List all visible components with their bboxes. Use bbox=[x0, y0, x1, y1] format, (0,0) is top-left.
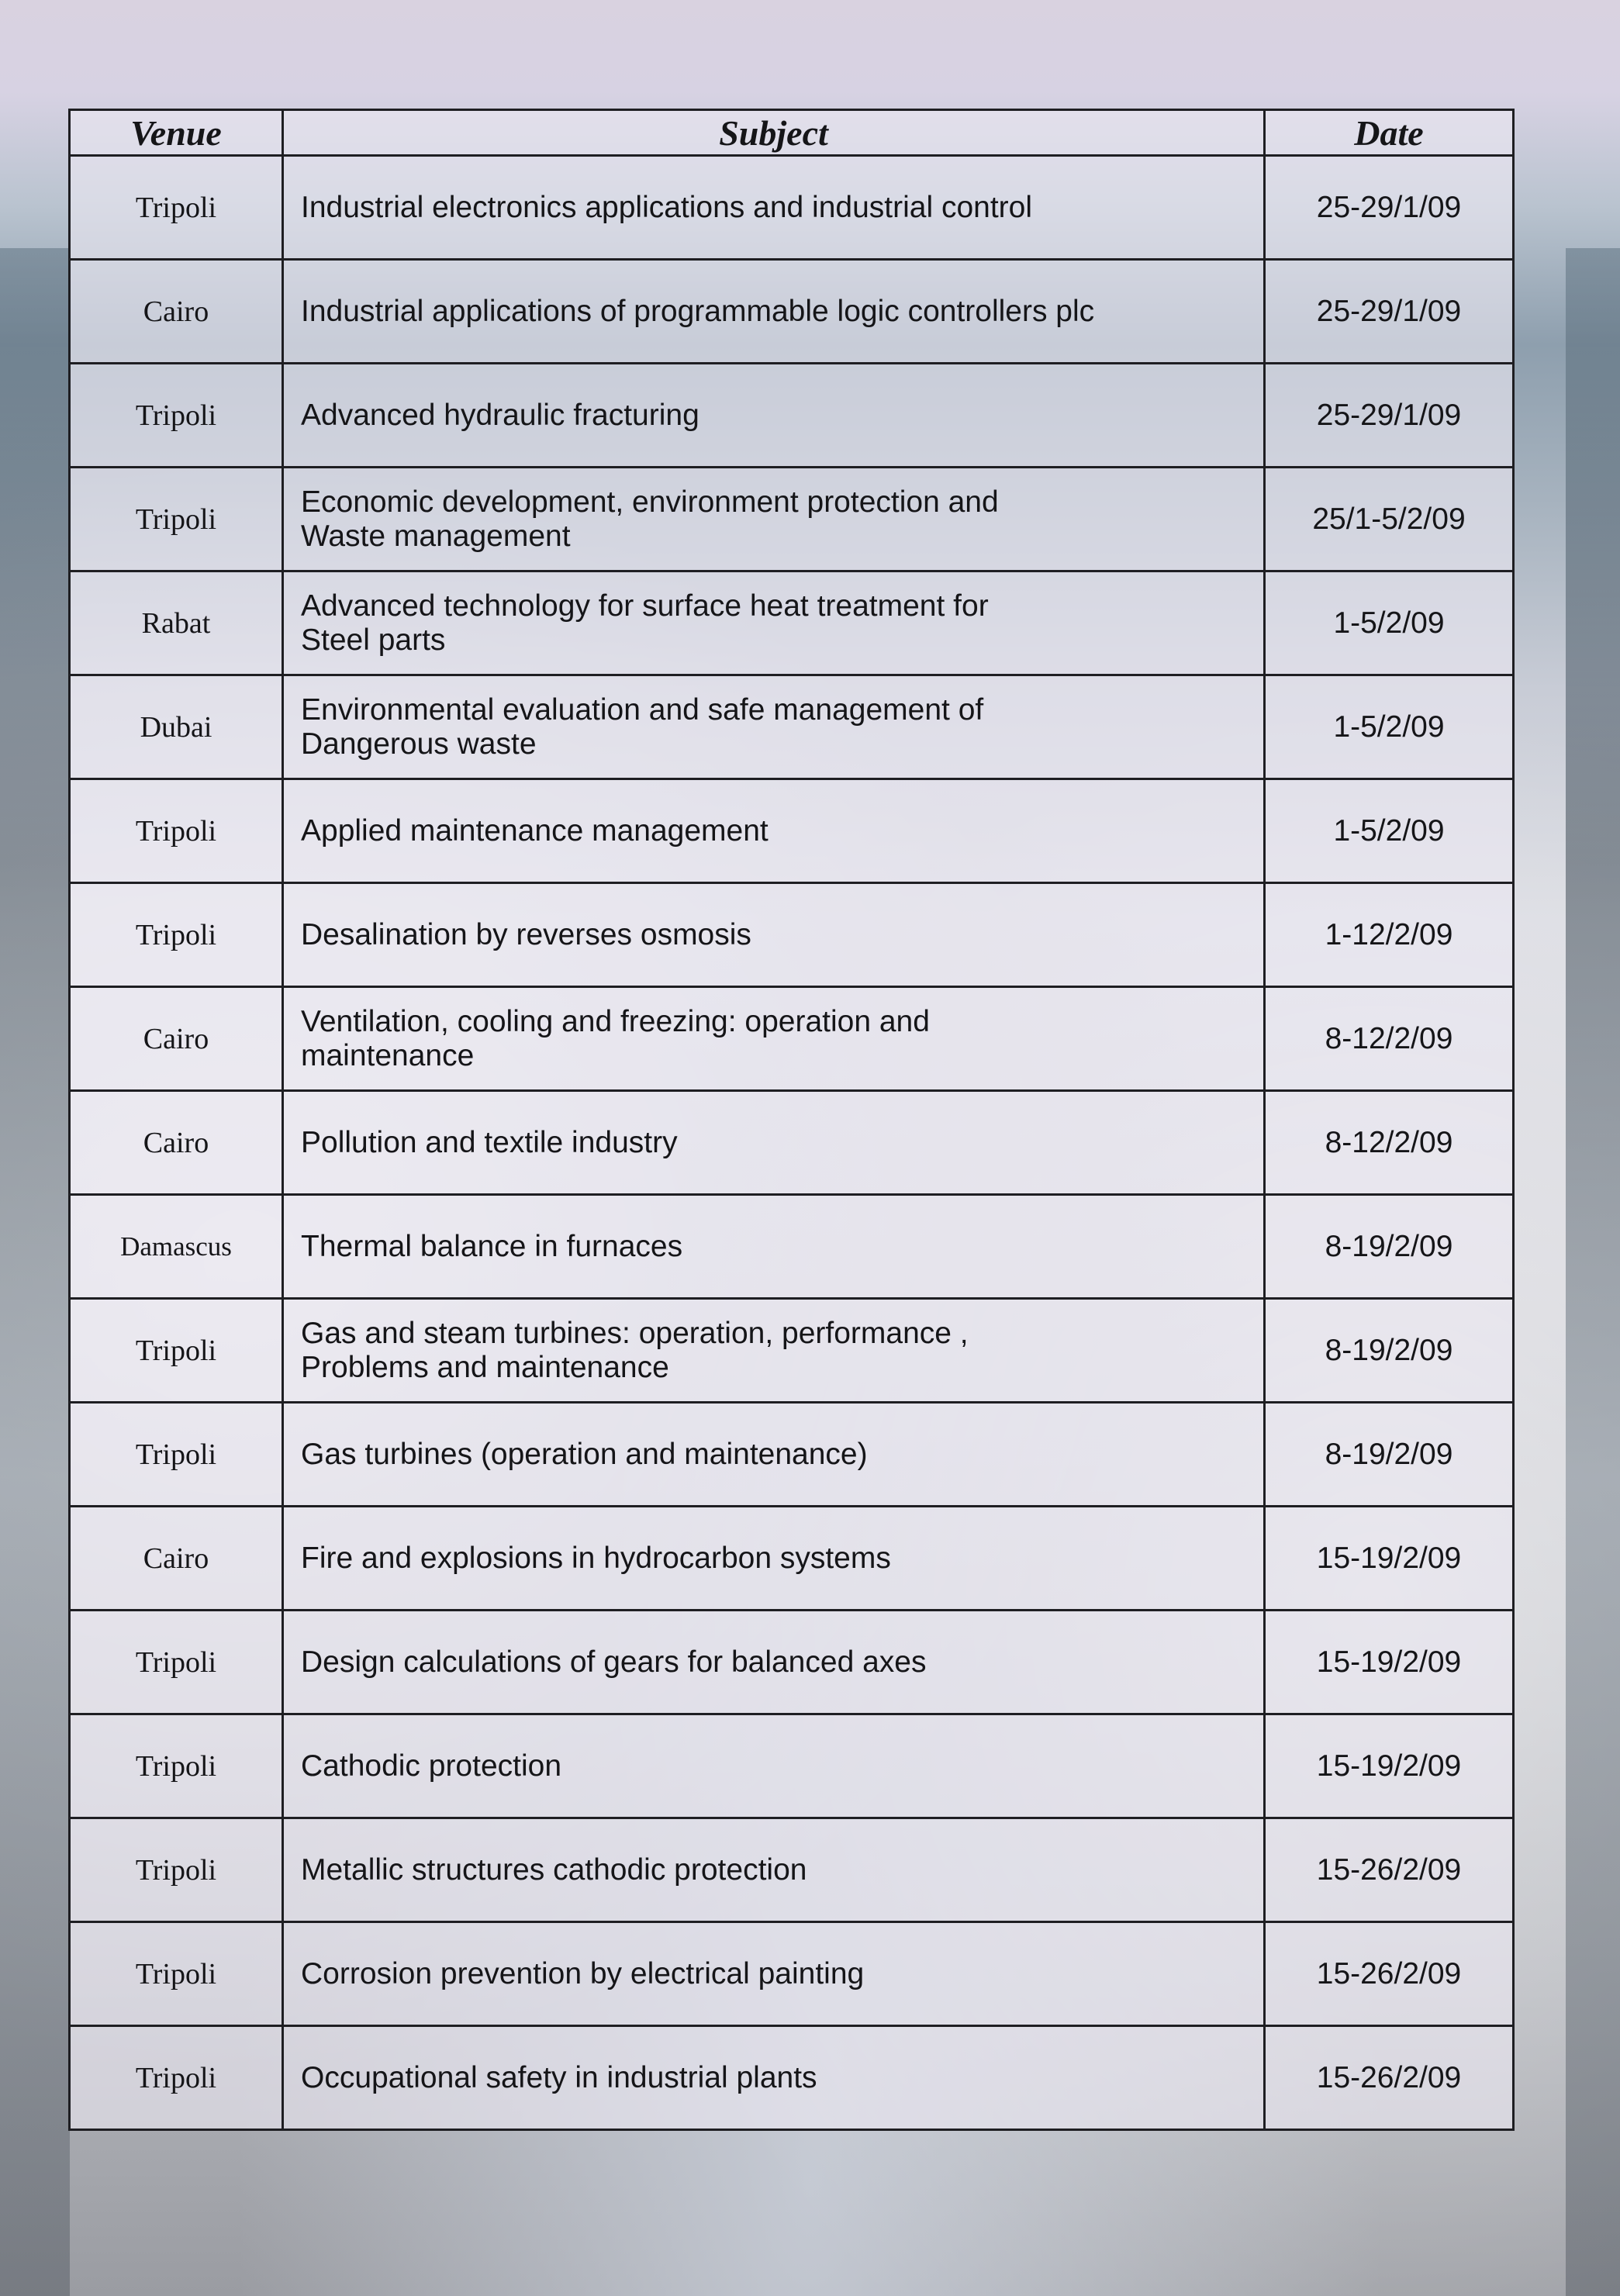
subject-cell bbox=[283, 675, 1265, 779]
subject-cell bbox=[283, 1818, 1265, 1922]
venue-cell: Dubai bbox=[70, 675, 283, 779]
subject-line: Fire and explosions in hydrocarbon systems bbox=[301, 1541, 891, 1575]
venue-cell: Tripoli bbox=[70, 1299, 283, 1403]
date-cell: 1-5/2/09 bbox=[1265, 779, 1514, 883]
subject-cell bbox=[283, 1091, 1265, 1195]
subject-line: Gas and steam turbines: operation, performance , bbox=[301, 1316, 969, 1350]
subject-cell bbox=[283, 1507, 1265, 1611]
venue-cell: Cairo bbox=[70, 987, 283, 1091]
subject-header: Subject bbox=[283, 110, 1265, 156]
table-row bbox=[70, 1195, 1514, 1299]
date-cell: 15-19/2/09 bbox=[1265, 1714, 1514, 1818]
subject-cell bbox=[283, 571, 1265, 675]
subject-line: Ventilation, cooling and freezing: operation and bbox=[301, 1004, 930, 1038]
date-cell: 8-12/2/09 bbox=[1265, 1091, 1514, 1195]
subject-line: maintenance bbox=[301, 1038, 475, 1072]
subject-line: Advanced hydraulic fracturing bbox=[301, 398, 699, 432]
subject-line: Problems and maintenance bbox=[301, 1350, 669, 1384]
table-row bbox=[70, 1299, 1514, 1403]
table-row bbox=[70, 1818, 1514, 1922]
venue-cell: Tripoli bbox=[70, 1714, 283, 1818]
background-forest-left bbox=[0, 248, 70, 2296]
course-schedule-table bbox=[68, 109, 1515, 2131]
table-row bbox=[70, 1611, 1514, 1714]
subject-cell bbox=[283, 2026, 1265, 2130]
subject-line: Design calculations of gears for balanced axes bbox=[301, 1645, 927, 1679]
table-row bbox=[70, 1403, 1514, 1507]
date-cell: 1-12/2/09 bbox=[1265, 883, 1514, 987]
date-cell: 8-19/2/09 bbox=[1265, 1299, 1514, 1403]
subject-cell bbox=[283, 364, 1265, 468]
date-cell: 1-5/2/09 bbox=[1265, 675, 1514, 779]
subject-cell bbox=[283, 987, 1265, 1091]
date-cell: 15-19/2/09 bbox=[1265, 1507, 1514, 1611]
date-cell: 8-19/2/09 bbox=[1265, 1403, 1514, 1507]
venue-cell: Tripoli bbox=[70, 156, 283, 260]
subject-line: Dangerous waste bbox=[301, 727, 537, 761]
date-cell: 15-19/2/09 bbox=[1265, 1611, 1514, 1714]
subject-line: Gas turbines (operation and maintenance) bbox=[301, 1437, 868, 1471]
subject-line: Advanced technology for surface heat treatment for bbox=[301, 589, 989, 623]
venue-header: Venue bbox=[70, 110, 283, 156]
table-row bbox=[70, 571, 1514, 675]
date-cell: 8-19/2/09 bbox=[1265, 1195, 1514, 1299]
table-row bbox=[70, 364, 1514, 468]
subject-cell bbox=[283, 1922, 1265, 2026]
table-row bbox=[70, 987, 1514, 1091]
venue-cell: Tripoli bbox=[70, 883, 283, 987]
venue-cell: Cairo bbox=[70, 1091, 283, 1195]
subject-line: Desalination by reverses osmosis bbox=[301, 917, 751, 951]
venue-cell: Cairo bbox=[70, 1507, 283, 1611]
venue-cell: Cairo bbox=[70, 260, 283, 364]
header-row bbox=[70, 110, 1514, 156]
date-cell: 15-26/2/09 bbox=[1265, 1922, 1514, 2026]
venue-cell: Tripoli bbox=[70, 779, 283, 883]
subject-cell bbox=[283, 1714, 1265, 1818]
schedule-body bbox=[70, 156, 1514, 2130]
subject-cell bbox=[283, 468, 1265, 571]
venue-cell: Tripoli bbox=[70, 1403, 283, 1507]
table-row bbox=[70, 468, 1514, 571]
subject-cell bbox=[283, 1403, 1265, 1507]
subject-line: Thermal balance in furnaces bbox=[301, 1229, 683, 1263]
date-cell: 25/1-5/2/09 bbox=[1265, 468, 1514, 571]
venue-cell: Tripoli bbox=[70, 468, 283, 571]
subject-line: Pollution and textile industry bbox=[301, 1125, 678, 1159]
venue-cell: Tripoli bbox=[70, 1922, 283, 2026]
date-header: Date bbox=[1265, 110, 1514, 156]
subject-line: Metallic structures cathodic protection bbox=[301, 1852, 807, 1887]
subject-cell bbox=[283, 156, 1265, 260]
table-row bbox=[70, 675, 1514, 779]
table-row bbox=[70, 1091, 1514, 1195]
venue-cell: Rabat bbox=[70, 571, 283, 675]
date-cell: 8-12/2/09 bbox=[1265, 987, 1514, 1091]
subject-cell bbox=[283, 260, 1265, 364]
date-cell: 25-29/1/09 bbox=[1265, 156, 1514, 260]
subject-cell bbox=[283, 883, 1265, 987]
subject-line: Applied maintenance management bbox=[301, 813, 769, 848]
table-row bbox=[70, 2026, 1514, 2130]
table-row bbox=[70, 260, 1514, 364]
subject-line: Occupational safety in industrial plants bbox=[301, 2060, 817, 2094]
date-cell: 15-26/2/09 bbox=[1265, 2026, 1514, 2130]
venue-cell: Tripoli bbox=[70, 1818, 283, 1922]
subject-line: Economic development, environment protection and bbox=[301, 485, 999, 519]
date-cell: 15-26/2/09 bbox=[1265, 1818, 1514, 1922]
subject-line: Environmental evaluation and safe management of bbox=[301, 692, 984, 727]
date-cell: 25-29/1/09 bbox=[1265, 260, 1514, 364]
subject-line: Steel parts bbox=[301, 623, 446, 657]
venue-cell: Tripoli bbox=[70, 364, 283, 468]
subject-cell bbox=[283, 1195, 1265, 1299]
subject-cell bbox=[283, 1299, 1265, 1403]
table-row bbox=[70, 1922, 1514, 2026]
subject-line: Industrial electronics applications and industrial control bbox=[301, 190, 1033, 224]
venue-cell: Damascus bbox=[70, 1195, 283, 1299]
table-row bbox=[70, 779, 1514, 883]
table-row bbox=[70, 156, 1514, 260]
subject-line: Corrosion prevention by electrical painting bbox=[301, 1956, 865, 1990]
date-cell: 25-29/1/09 bbox=[1265, 364, 1514, 468]
subject-line: Cathodic protection bbox=[301, 1749, 562, 1783]
date-cell: 1-5/2/09 bbox=[1265, 571, 1514, 675]
table-row bbox=[70, 1714, 1514, 1818]
table-row bbox=[70, 1507, 1514, 1611]
subject-cell bbox=[283, 779, 1265, 883]
subject-line: Waste management bbox=[301, 519, 571, 553]
venue-cell: Tripoli bbox=[70, 2026, 283, 2130]
subject-line: Industrial applications of programmable logic controllers plc bbox=[301, 294, 1095, 328]
table-row bbox=[70, 883, 1514, 987]
venue-cell: Tripoli bbox=[70, 1611, 283, 1714]
subject-cell bbox=[283, 1611, 1265, 1714]
background-forest-right bbox=[1566, 248, 1620, 2296]
